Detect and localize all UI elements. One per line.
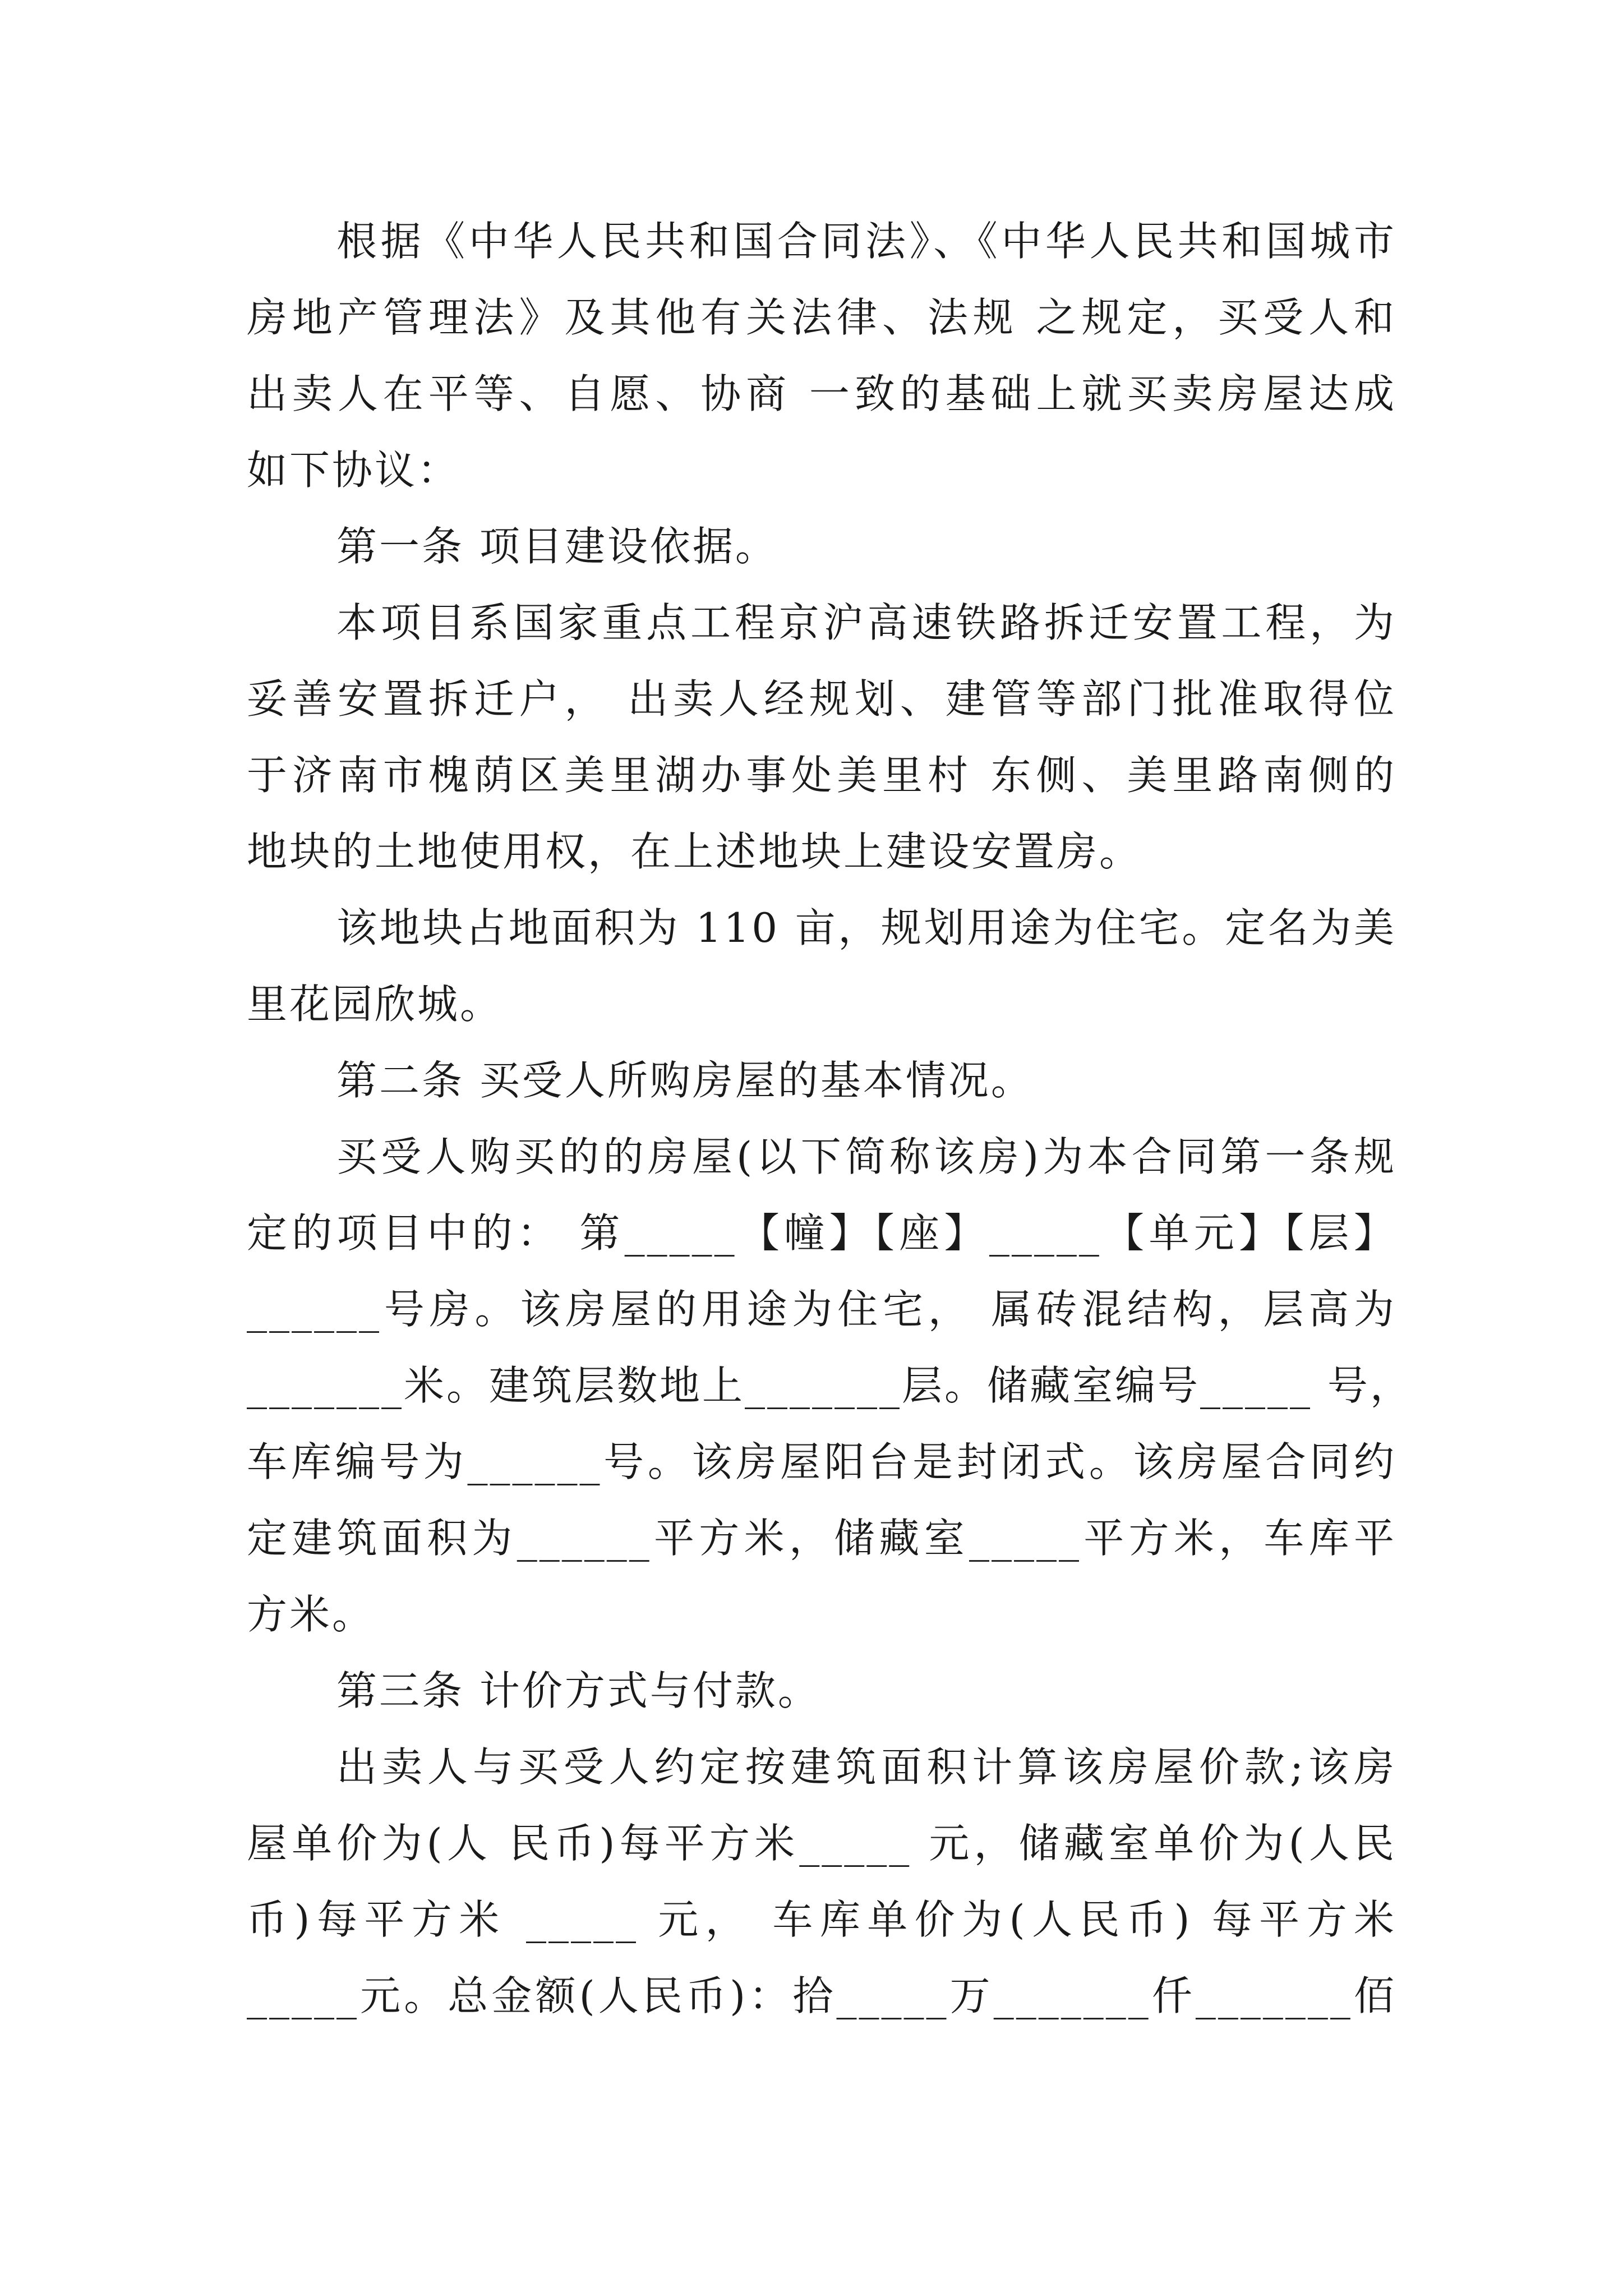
paragraph-line: _______米。建筑层数地上_______层。储藏室编号_____ 号， bbox=[247, 1362, 1413, 1409]
paragraph-line: 屋单价为(人 民币)每平方米_____ 元，储藏室单价为(人民 bbox=[247, 1820, 1396, 1867]
section-heading-article-2: 第二条 买受人所购房屋的基本情况。 bbox=[336, 1057, 1034, 1104]
paragraph-line: 车库编号为______号。该房屋阳台是封闭式。该房屋合同约 bbox=[247, 1438, 1396, 1485]
paragraph-line: 出卖人在平等、自愿、协商 一致的基础上就买卖房屋达成 bbox=[247, 370, 1396, 417]
paragraph-line: 币)每平方米 _____ 元， 车库单价为(人民币) 每平方米 bbox=[247, 1896, 1396, 1943]
paragraph-line: 如下协议： bbox=[247, 447, 460, 494]
paragraph-line: _____元。总金额(人民币)：拾_____万_______仟_______佰 bbox=[247, 1972, 1396, 2019]
paragraph-line: 方米。 bbox=[247, 1591, 375, 1638]
paragraph-line: 妥善安置拆迁户， 出卖人经规划、建管等部门批准取得位 bbox=[247, 675, 1396, 723]
paragraph-line: 买受人购买的的房屋(以下简称该房)为本合同第一条规 bbox=[336, 1133, 1396, 1180]
paragraph-line: 定的项目中的： 第_____【幢】【座】_____【单元】【层】 bbox=[247, 1209, 1396, 1257]
paragraph-line: 地块的土地使用权，在上述地块上建设安置房。 bbox=[247, 828, 1142, 875]
section-heading-article-1: 第一条 项目建设依据。 bbox=[336, 523, 778, 570]
paragraph-line: 里花园欣城。 bbox=[247, 981, 503, 1028]
paragraph-line: 出卖人与买受人约定按建筑面积计算该房屋价款;该房 bbox=[336, 1743, 1396, 1791]
section-heading-article-3: 第三条 计价方式与付款。 bbox=[336, 1667, 820, 1714]
paragraph-line: 房地产管理法》及其他有关法律、法规 之规定，买受人和 bbox=[247, 294, 1396, 341]
paragraph-line: 于济南市槐荫区美里湖办事处美里村 东侧、美里路南侧的 bbox=[247, 752, 1396, 799]
paragraph-line: 该地块占地面积为 110 亩，规划用途为住宅。定名为美 bbox=[336, 904, 1396, 951]
paragraph-line: 根据《中华人民共和国合同法》、《中华人民共和国城市 bbox=[336, 218, 1396, 265]
paragraph-line: 定建筑面积为______平方米，储藏室_____平方米，车库平 bbox=[247, 1515, 1396, 1562]
paragraph-line: 本项目系国家重点工程京沪高速铁路拆迁安置工程，为 bbox=[336, 599, 1396, 646]
paragraph-line: ______号房。该房屋的用途为住宅， 属砖混结构，层高为 bbox=[247, 1286, 1396, 1333]
